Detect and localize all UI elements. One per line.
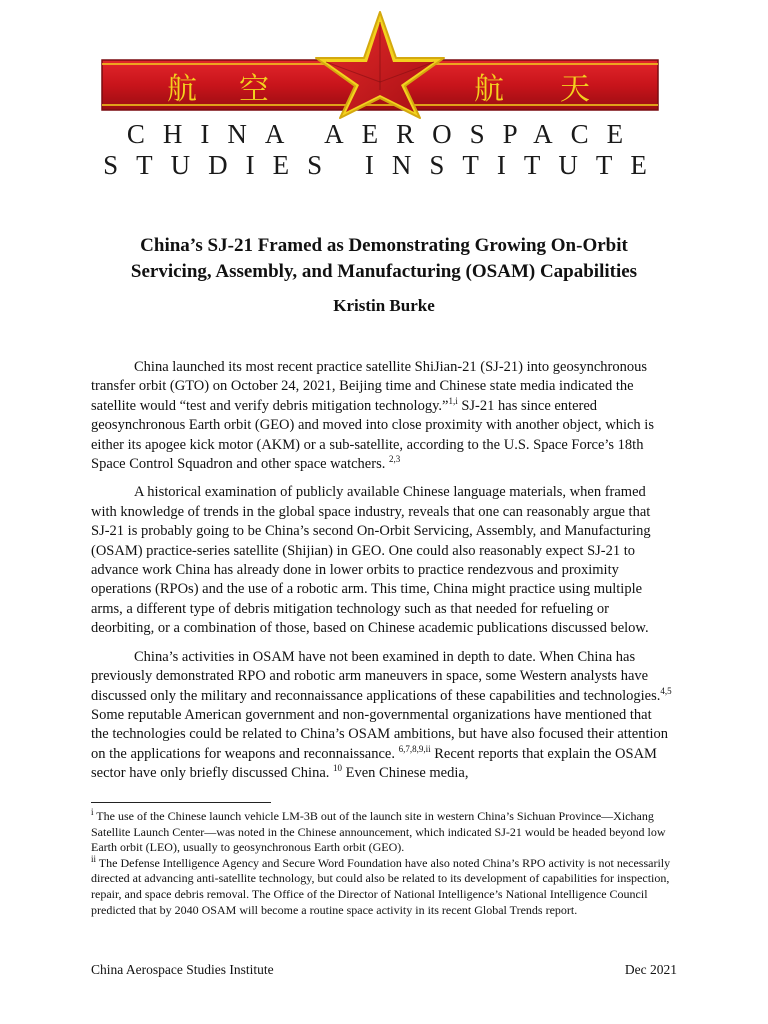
- footnotes: [91, 809, 681, 918]
- paragraph-3: [91, 648, 672, 784]
- paragraph-3-text-c: Recent reports that explain the OSAM sector have only briefly discussed China.: [91, 745, 657, 782]
- footnote-divider: [91, 802, 271, 803]
- org-name-line1: CHINA AEROSPACE: [126, 119, 642, 149]
- title-line-1: China’s SJ-21 Framed as Demonstrating Growing On-Orbit: [140, 235, 628, 256]
- page-footer: [91, 962, 677, 978]
- footnote-ref[interactable]: 1,i: [448, 395, 458, 406]
- banner-char-hang: 航: [167, 72, 197, 107]
- banner-char-hang-2: 航: [474, 72, 504, 107]
- footnote-ref[interactable]: 4,5: [660, 685, 672, 696]
- paragraph-1-text-a: China launched its most recent practice satellite ShiJian-21 (SJ-21) into geosynchronous transfer orbit (GTO) on October 24, 2021, Beijing time and Chinese state media indicated the satellite would “test and verify debris mitigation technology.”: [91, 359, 648, 414]
- footnote-ii: [91, 853, 681, 918]
- footnote-ref[interactable]: 2,3: [388, 454, 401, 465]
- banner-char-kong: 空: [239, 72, 269, 107]
- footnote-marker: i: [91, 807, 94, 817]
- paragraph-3-text-d: Even Chinese media,: [342, 765, 469, 782]
- body-text: [91, 358, 672, 793]
- title-line-2: Servicing, Assembly, and Manufacturing (OSAM) Capabilities: [130, 261, 638, 282]
- footnote-marker: ii: [91, 853, 97, 864]
- footnote-i: [91, 809, 681, 856]
- footnote-ref[interactable]: 6,7,8,9,ii: [398, 743, 431, 754]
- footer-date: Dec 2021: [624, 962, 677, 977]
- footnote-ii-text: The Defense Intelligence Agency and Secure Word Foundation have also noted China’s RPO activity is not necessarily directed at advancing anti-satellite technology, but could also be related to its development of capabilities for inspection, repair, and space debris removal. The Office of the Director of National Intelligence’s National Intelligence Council predicted that by 2040 OSAM will become a routine space activity in its recent Global Trends report.: [91, 855, 671, 917]
- casi-logo-banner: [100, 10, 660, 120]
- footnote-ref[interactable]: 10: [333, 763, 343, 774]
- banner-char-tian: 天: [560, 72, 590, 107]
- paragraph-1: [91, 358, 672, 474]
- paragraph-3-text-a: China’s activities in OSAM have not been examined in depth to date. When China has previously demonstrated RPO and robotic arm maneuvers in space, some Western analysts have discussed only the military and reconnaissance applications of these capabilities and technologies.: [91, 648, 661, 704]
- footer-org: China Aerospace Studies Institute: [91, 962, 274, 977]
- document-title: [40, 233, 728, 285]
- org-name-line2: STUDIES INSTITUTE: [103, 150, 665, 180]
- footnote-i-text: The use of the Chinese launch vehicle LM-3B out of the launch site in western China’s Sichuan Province—Xichang Satellite Launch Center—was noted in the Chinese announcement, which indicated SJ-21 would be headed beyond low Earth orbit (LEO), usually to geosynchronous Earth orbit (GEO).: [91, 809, 666, 855]
- paragraph-2: A historical examination of publicly available Chinese language materials, when framed with knowledge of trends in the global space industry, reveals that one can reasonably argue that SJ-21 is probably going to be China’s second On-Orbit Servicing, Assembly, and Manufacturing (OSAM) practice-series satellite (Shijian) in GEO. One could also reasonably expect SJ-21 to advance work China has already done in lower orbits to practice rendezvous and proximity operations (RPOs) and the use of a robotic arm. This time, China might practice using multiple arms, a different type of debris mitigation technology such as that needed for refueling or deorbiting, or a combination of those, based on Chinese academic publications discussed below.: [91, 484, 651, 637]
- paragraph-1-text-b: SJ-21 has since entered geosynchronous Earth orbit (GEO) and moved into close proximity with another object, which is either its apogee kick motor (AKM) or a sub-satellite, according to the U.S. Space Force’s 18th Space Control Squadron and other space watchers.: [91, 397, 654, 473]
- paragraph-3-text-b: Some reputable American government and non-governmental organizations have mentioned that the technologies could be related to China’s OSAM ambitions, but have also focused their attention on the applications for weapons and reconnaissance.: [91, 706, 669, 762]
- author-name: Kristin Burke: [333, 296, 435, 315]
